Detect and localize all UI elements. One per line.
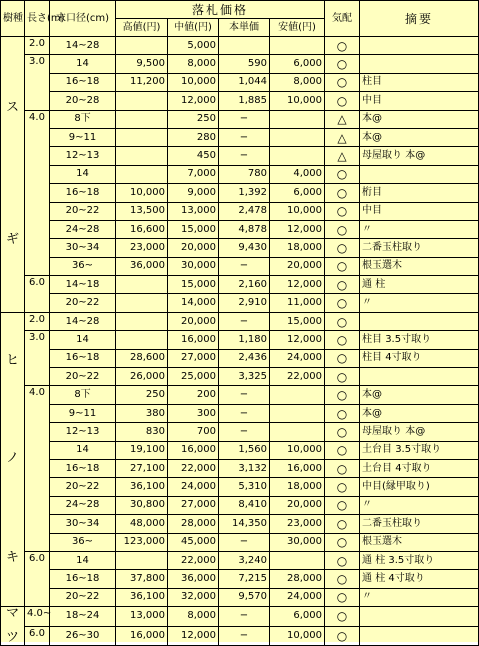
mood-cell: ○ bbox=[325, 588, 360, 606]
table-row bbox=[1, 551, 479, 569]
mid-price-cell: 9,000 bbox=[168, 184, 219, 202]
mood-cell: ○ bbox=[325, 349, 360, 367]
unit-price-cell: 1,044 bbox=[219, 73, 270, 91]
note-cell: 柱目 3.5寸取り bbox=[360, 331, 479, 349]
diameter-cell: 9~11 bbox=[50, 128, 116, 146]
header-species: 樹種 bbox=[1, 1, 25, 37]
low-price-cell: 12,000 bbox=[270, 220, 325, 238]
note-cell bbox=[360, 165, 479, 183]
header-mood: 気配 bbox=[325, 1, 360, 37]
high-price-cell bbox=[116, 331, 168, 349]
unit-price-cell: 9,430 bbox=[219, 239, 270, 257]
unit-price-cell: 3,132 bbox=[219, 459, 270, 477]
diameter-cell: 14 bbox=[50, 165, 116, 183]
low-price-cell: 20,000 bbox=[270, 257, 325, 275]
unit-price-cell: 780 bbox=[219, 165, 270, 183]
mood-cell: ○ bbox=[325, 294, 360, 312]
unit-price-cell: − bbox=[219, 404, 270, 422]
high-price-cell: 16,000 bbox=[116, 626, 168, 646]
length-cell: 4.0 bbox=[25, 110, 50, 276]
note-cell: 通 柱 3.5寸取り bbox=[360, 551, 479, 569]
note-cell: 本@ bbox=[360, 110, 479, 128]
mood-cell: ○ bbox=[325, 184, 360, 202]
diameter-cell: 16~18 bbox=[50, 459, 116, 477]
species-cell bbox=[1, 312, 25, 606]
table-row bbox=[1, 239, 479, 257]
high-price-cell: 16,600 bbox=[116, 220, 168, 238]
high-price-cell: 250 bbox=[116, 386, 168, 404]
mood-cell: ○ bbox=[325, 533, 360, 551]
table-row bbox=[1, 128, 479, 146]
high-price-cell: 26,000 bbox=[116, 368, 168, 386]
note-cell: 本@ bbox=[360, 128, 479, 146]
high-price-cell: 11,200 bbox=[116, 73, 168, 91]
mood-cell: ○ bbox=[325, 312, 360, 330]
diameter-cell: 20~22 bbox=[50, 202, 116, 220]
note-cell: 中目 bbox=[360, 202, 479, 220]
unit-price-cell: 1,392 bbox=[219, 184, 270, 202]
table-row bbox=[1, 73, 479, 91]
low-price-cell: 24,000 bbox=[270, 588, 325, 606]
unit-price-cell: 1,180 bbox=[219, 331, 270, 349]
high-price-cell bbox=[116, 147, 168, 165]
mid-price-cell: 16,000 bbox=[168, 331, 219, 349]
low-price-cell: 10,000 bbox=[270, 441, 325, 459]
length-cell: 4.0~ bbox=[25, 607, 50, 627]
table-row bbox=[1, 404, 479, 422]
mid-price-cell: 20,000 bbox=[168, 312, 219, 330]
low-price-cell: 12,000 bbox=[270, 331, 325, 349]
table-row bbox=[1, 607, 479, 627]
mood-cell: ○ bbox=[325, 368, 360, 386]
unit-price-cell: − bbox=[219, 423, 270, 441]
header-price-group: 落札価格 bbox=[116, 1, 325, 19]
diameter-cell: 30~34 bbox=[50, 515, 116, 533]
high-price-cell: 830 bbox=[116, 423, 168, 441]
diameter-cell: 30~34 bbox=[50, 239, 116, 257]
table-row bbox=[1, 533, 479, 551]
mid-price-cell: 24,000 bbox=[168, 478, 219, 496]
diameter-cell: 8下 bbox=[50, 110, 116, 128]
table-row bbox=[1, 570, 479, 588]
species-char: ヒ bbox=[5, 352, 19, 368]
table-row bbox=[1, 441, 479, 459]
table-row bbox=[1, 331, 479, 349]
note-cell bbox=[360, 312, 479, 330]
mid-price-cell: 8,000 bbox=[168, 607, 219, 627]
mood-cell: ○ bbox=[325, 515, 360, 533]
high-price-cell bbox=[116, 551, 168, 569]
low-price-cell: 28,000 bbox=[270, 570, 325, 588]
mood-cell: ○ bbox=[325, 220, 360, 238]
high-price-cell bbox=[116, 92, 168, 110]
mood-cell: ○ bbox=[325, 459, 360, 477]
length-cell: 2.0 bbox=[25, 37, 50, 55]
unit-price-cell: − bbox=[219, 607, 270, 627]
mid-price-cell: 12,000 bbox=[168, 92, 219, 110]
unit-price-cell bbox=[219, 37, 270, 55]
note-cell: 土台目 4寸取り bbox=[360, 459, 479, 477]
unit-price-cell: − bbox=[219, 257, 270, 275]
mid-price-cell: 200 bbox=[168, 386, 219, 404]
table-row bbox=[1, 184, 479, 202]
species-char: ス bbox=[5, 100, 19, 116]
high-price-cell: 380 bbox=[116, 404, 168, 422]
unit-price-cell: − bbox=[219, 626, 270, 646]
table-row bbox=[1, 515, 479, 533]
mood-cell: ○ bbox=[325, 73, 360, 91]
diameter-cell: 14 bbox=[50, 441, 116, 459]
unit-price-cell: 5,310 bbox=[219, 478, 270, 496]
mood-cell: ○ bbox=[325, 626, 360, 646]
unit-price-cell: − bbox=[219, 312, 270, 330]
diameter-cell: 14 bbox=[50, 55, 116, 73]
low-price-cell bbox=[270, 147, 325, 165]
diameter-cell: 26~30 bbox=[50, 626, 116, 646]
low-price-cell bbox=[270, 386, 325, 404]
low-price-cell: 10,000 bbox=[270, 92, 325, 110]
length-cell: 3.0 bbox=[25, 55, 50, 110]
mid-price-cell: 8,000 bbox=[168, 55, 219, 73]
unit-price-cell: 1,885 bbox=[219, 92, 270, 110]
high-price-cell: 37,800 bbox=[116, 570, 168, 588]
low-price-cell bbox=[270, 404, 325, 422]
diameter-cell: 8下 bbox=[50, 386, 116, 404]
length-cell: 3.0 bbox=[25, 331, 50, 386]
mid-price-cell: 300 bbox=[168, 404, 219, 422]
mid-price-cell: 30,000 bbox=[168, 257, 219, 275]
mid-price-cell: 5,000 bbox=[168, 37, 219, 55]
low-price-cell: 22,000 bbox=[270, 368, 325, 386]
low-price-cell: 10,000 bbox=[270, 202, 325, 220]
high-price-cell: 9,500 bbox=[116, 55, 168, 73]
mid-price-cell: 14,000 bbox=[168, 294, 219, 312]
note-cell: 根玉選木 bbox=[360, 257, 479, 275]
high-price-cell: 36,000 bbox=[116, 257, 168, 275]
note-cell: 根玉選木 bbox=[360, 533, 479, 551]
mid-price-cell: 16,000 bbox=[168, 441, 219, 459]
low-price-cell: 18,000 bbox=[270, 478, 325, 496]
unit-price-cell: 4,878 bbox=[219, 220, 270, 238]
note-cell bbox=[360, 55, 479, 73]
high-price-cell: 27,100 bbox=[116, 459, 168, 477]
diameter-cell: 20~28 bbox=[50, 92, 116, 110]
unit-price-cell: 2,160 bbox=[219, 276, 270, 294]
table-row bbox=[1, 276, 479, 294]
table-row bbox=[1, 202, 479, 220]
mood-cell: ○ bbox=[325, 276, 360, 294]
species-char: ツ bbox=[5, 630, 19, 646]
diameter-cell: 16~18 bbox=[50, 73, 116, 91]
diameter-cell: 24~28 bbox=[50, 496, 116, 514]
high-price-cell: 48,000 bbox=[116, 515, 168, 533]
header-mid: 中値(円) bbox=[168, 19, 219, 37]
low-price-cell bbox=[270, 128, 325, 146]
mood-cell: ○ bbox=[325, 37, 360, 55]
table-row bbox=[1, 386, 479, 404]
note-cell: 柱目 4寸取り bbox=[360, 349, 479, 367]
species-char: ノ bbox=[5, 451, 19, 467]
note-cell: 本@ bbox=[360, 386, 479, 404]
low-price-cell: 15,000 bbox=[270, 312, 325, 330]
high-price-cell bbox=[116, 110, 168, 128]
low-price-cell: 10,000 bbox=[270, 626, 325, 646]
high-price-cell: 36,100 bbox=[116, 478, 168, 496]
low-price-cell: 23,000 bbox=[270, 515, 325, 533]
mid-price-cell: 27,000 bbox=[168, 349, 219, 367]
low-price-cell: 4,000 bbox=[270, 165, 325, 183]
mood-cell: △ bbox=[325, 128, 360, 146]
mood-cell: ○ bbox=[325, 404, 360, 422]
mood-cell: ○ bbox=[325, 55, 360, 73]
mid-price-cell: 12,000 bbox=[168, 626, 219, 646]
mid-price-cell: 28,000 bbox=[168, 515, 219, 533]
high-price-cell: 13,500 bbox=[116, 202, 168, 220]
high-price-cell bbox=[116, 312, 168, 330]
unit-price-cell: 8,410 bbox=[219, 496, 270, 514]
low-price-cell: 6,000 bbox=[270, 55, 325, 73]
species-char: マ bbox=[5, 606, 19, 622]
diameter-cell: 14~28 bbox=[50, 37, 116, 55]
mood-cell: ○ bbox=[325, 570, 360, 588]
high-price-cell bbox=[116, 294, 168, 312]
note-cell bbox=[360, 607, 479, 627]
unit-price-cell: 7,215 bbox=[219, 570, 270, 588]
mid-price-cell: 20,000 bbox=[168, 239, 219, 257]
length-cell: 6.0 bbox=[25, 626, 50, 646]
diameter-cell: 12~13 bbox=[50, 423, 116, 441]
unit-price-cell: − bbox=[219, 128, 270, 146]
mid-price-cell: 45,000 bbox=[168, 533, 219, 551]
note-cell: 中目 bbox=[360, 92, 479, 110]
high-price-cell bbox=[116, 37, 168, 55]
table-row bbox=[1, 478, 479, 496]
mood-cell: ○ bbox=[325, 202, 360, 220]
table-row bbox=[1, 423, 479, 441]
diameter-cell: 16~18 bbox=[50, 570, 116, 588]
species-char: ギ bbox=[5, 232, 19, 248]
mid-price-cell: 7,000 bbox=[168, 165, 219, 183]
diameter-cell: 24~28 bbox=[50, 220, 116, 238]
header-unit: 本単価 bbox=[219, 19, 270, 37]
low-price-cell: 24,000 bbox=[270, 349, 325, 367]
note-cell: 桁目 bbox=[360, 184, 479, 202]
diameter-cell: 12~13 bbox=[50, 147, 116, 165]
mood-cell: ○ bbox=[325, 496, 360, 514]
mid-price-cell: 27,000 bbox=[168, 496, 219, 514]
mid-price-cell: 280 bbox=[168, 128, 219, 146]
table-row bbox=[1, 588, 479, 606]
note-cell: 通 柱 bbox=[360, 276, 479, 294]
diameter-cell: 36~ bbox=[50, 257, 116, 275]
unit-price-cell: − bbox=[219, 147, 270, 165]
length-cell: 4.0 bbox=[25, 386, 50, 552]
low-price-cell bbox=[270, 110, 325, 128]
diameter-cell: 9~11 bbox=[50, 404, 116, 422]
table-row bbox=[1, 165, 479, 183]
high-price-cell: 123,000 bbox=[116, 533, 168, 551]
high-price-cell: 13,000 bbox=[116, 607, 168, 627]
low-price-cell bbox=[270, 551, 325, 569]
species-char: キ bbox=[5, 550, 19, 566]
high-price-cell: 36,100 bbox=[116, 588, 168, 606]
high-price-cell bbox=[116, 276, 168, 294]
diameter-cell: 20~22 bbox=[50, 588, 116, 606]
mood-cell: ○ bbox=[325, 551, 360, 569]
length-cell: 2.0 bbox=[25, 312, 50, 330]
note-cell: 〃 bbox=[360, 588, 479, 606]
unit-price-cell: 2,436 bbox=[219, 349, 270, 367]
note-cell: 二番玉柱取り bbox=[360, 239, 479, 257]
table-row bbox=[1, 294, 479, 312]
low-price-cell: 18,000 bbox=[270, 239, 325, 257]
mood-cell: ○ bbox=[325, 423, 360, 441]
note-cell: 土台目 3.5寸取り bbox=[360, 441, 479, 459]
unit-price-cell: − bbox=[219, 386, 270, 404]
mood-cell: △ bbox=[325, 110, 360, 128]
high-price-cell: 30,800 bbox=[116, 496, 168, 514]
diameter-cell: 16~18 bbox=[50, 184, 116, 202]
mid-price-cell: 36,000 bbox=[168, 570, 219, 588]
low-price-cell bbox=[270, 37, 325, 55]
table-row bbox=[1, 312, 479, 330]
header-low: 安値(円) bbox=[270, 19, 325, 37]
diameter-cell: 14 bbox=[50, 551, 116, 569]
high-price-cell: 10,000 bbox=[116, 184, 168, 202]
unit-price-cell: 9,570 bbox=[219, 588, 270, 606]
diameter-cell: 14~28 bbox=[50, 312, 116, 330]
species-cell bbox=[1, 37, 25, 313]
note-cell: 通 柱 4寸取り bbox=[360, 570, 479, 588]
table-row bbox=[1, 368, 479, 386]
mood-cell: ○ bbox=[325, 386, 360, 404]
mid-price-cell: 22,000 bbox=[168, 551, 219, 569]
high-price-cell: 19,100 bbox=[116, 441, 168, 459]
table-row bbox=[1, 37, 479, 55]
mood-cell: ○ bbox=[325, 441, 360, 459]
note-cell: 母屋取り 本@ bbox=[360, 147, 479, 165]
unit-price-cell: 14,350 bbox=[219, 515, 270, 533]
mid-price-cell: 15,000 bbox=[168, 220, 219, 238]
header-high: 高値(円) bbox=[116, 19, 168, 37]
table-row bbox=[1, 55, 479, 73]
mid-price-cell: 10,000 bbox=[168, 73, 219, 91]
diameter-cell: 20~22 bbox=[50, 294, 116, 312]
diameter-cell: 20~22 bbox=[50, 368, 116, 386]
mid-price-cell: 450 bbox=[168, 147, 219, 165]
mood-cell: ○ bbox=[325, 165, 360, 183]
note-cell: 本@ bbox=[360, 404, 479, 422]
diameter-cell: 14~18 bbox=[50, 276, 116, 294]
header-diameter: 末口径(cm) bbox=[50, 1, 116, 37]
table-row bbox=[1, 626, 479, 646]
note-cell: 二番玉柱取り bbox=[360, 515, 479, 533]
unit-price-cell: − bbox=[219, 110, 270, 128]
note-cell bbox=[360, 37, 479, 55]
mid-price-cell: 32,000 bbox=[168, 588, 219, 606]
header-length: 長さ(m) bbox=[25, 1, 50, 37]
table-row bbox=[1, 110, 479, 128]
note-cell: 〃 bbox=[360, 294, 479, 312]
diameter-cell: 14 bbox=[50, 331, 116, 349]
low-price-cell bbox=[270, 423, 325, 441]
unit-price-cell: 3,325 bbox=[219, 368, 270, 386]
mood-cell: ○ bbox=[325, 239, 360, 257]
low-price-cell: 6,000 bbox=[270, 184, 325, 202]
high-price-cell: 28,600 bbox=[116, 349, 168, 367]
mood-cell: ○ bbox=[325, 92, 360, 110]
high-price-cell bbox=[116, 128, 168, 146]
note-cell: 母屋取り 本@ bbox=[360, 423, 479, 441]
mid-price-cell: 250 bbox=[168, 110, 219, 128]
table-row bbox=[1, 459, 479, 477]
diameter-cell: 18~24 bbox=[50, 607, 116, 627]
species-cell bbox=[1, 607, 25, 646]
note-cell bbox=[360, 368, 479, 386]
mood-cell: ○ bbox=[325, 607, 360, 627]
mood-cell: ○ bbox=[325, 331, 360, 349]
note-cell: 中目(縁甲取り) bbox=[360, 478, 479, 496]
unit-price-cell: 2,478 bbox=[219, 202, 270, 220]
low-price-cell: 11,000 bbox=[270, 294, 325, 312]
mid-price-cell: 22,000 bbox=[168, 459, 219, 477]
low-price-cell: 20,000 bbox=[270, 496, 325, 514]
table-row bbox=[1, 496, 479, 514]
high-price-cell bbox=[116, 165, 168, 183]
mood-cell: △ bbox=[325, 147, 360, 165]
header-note: 摘要 bbox=[360, 1, 479, 37]
high-price-cell: 23,000 bbox=[116, 239, 168, 257]
diameter-cell: 20~22 bbox=[50, 478, 116, 496]
low-price-cell: 16,000 bbox=[270, 459, 325, 477]
table-row bbox=[1, 147, 479, 165]
unit-price-cell: 1,560 bbox=[219, 441, 270, 459]
note-cell: 〃 bbox=[360, 220, 479, 238]
low-price-cell: 12,000 bbox=[270, 276, 325, 294]
unit-price-cell: − bbox=[219, 533, 270, 551]
low-price-cell: 30,000 bbox=[270, 533, 325, 551]
mid-price-cell: 25,000 bbox=[168, 368, 219, 386]
note-cell bbox=[360, 626, 479, 646]
table-row bbox=[1, 349, 479, 367]
low-price-cell: 8,000 bbox=[270, 73, 325, 91]
unit-price-cell: 590 bbox=[219, 55, 270, 73]
diameter-cell: 16~18 bbox=[50, 349, 116, 367]
length-cell: 6.0 bbox=[25, 551, 50, 606]
table-row bbox=[1, 257, 479, 275]
low-price-cell: 6,000 bbox=[270, 607, 325, 627]
note-cell: 〃 bbox=[360, 496, 479, 514]
mood-cell: ○ bbox=[325, 478, 360, 496]
unit-price-cell: 3,240 bbox=[219, 551, 270, 569]
table-row bbox=[1, 92, 479, 110]
length-cell: 6.0 bbox=[25, 276, 50, 313]
diameter-cell: 36~ bbox=[50, 533, 116, 551]
unit-price-cell: 2,910 bbox=[219, 294, 270, 312]
note-cell: 柱目 bbox=[360, 73, 479, 91]
mid-price-cell: 13,000 bbox=[168, 202, 219, 220]
table-row bbox=[1, 220, 479, 238]
mid-price-cell: 700 bbox=[168, 423, 219, 441]
mood-cell: ○ bbox=[325, 257, 360, 275]
mid-price-cell: 15,000 bbox=[168, 276, 219, 294]
